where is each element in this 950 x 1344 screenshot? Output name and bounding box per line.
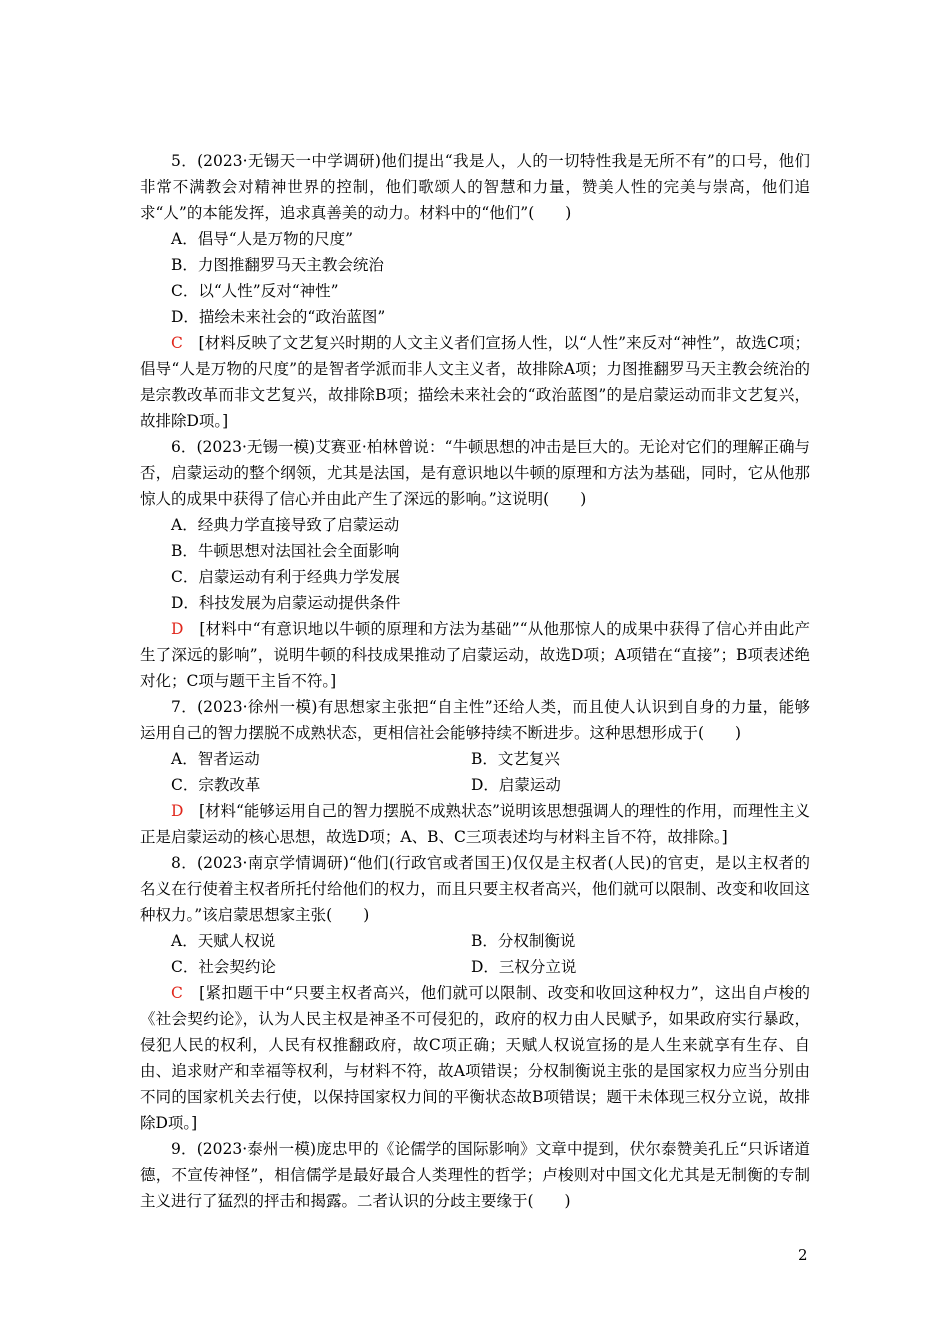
question-9-stem: 9．(2023·泰州一模)庞忠甲的《论儒学的国际影响》文章中提到，伏尔泰赞美孔丘“只诉诸道德，不宣传神怪”，相信儒学是最好最合人类理性的哲学；卢梭则对中国文化尤其是无制衡的专制主义进行了猛烈的抨击和揭露。二者认识的分歧主要缘于( ) (140, 1140, 810, 1210)
question-7-option-b: B．文艺复兴 (471, 750, 560, 768)
question-8-stem: 8．(2023·南京学情调研)“他们(行政官或者国王)仅仅是主权者(人民)的官吏，是以主权者的名义在行使着主权者所托付给他们的权力，而且只要主权者高兴，他们就可以限制、改变和收回这种权力。”该启蒙思想家主张( ) (140, 854, 810, 924)
question-8-answer-block (140, 980, 810, 1136)
question-6-option-c: C．启蒙运动有利于经典力学发展 (171, 568, 400, 586)
question-7-option-c: C．宗教改革 (171, 776, 261, 794)
question-7-answer: D (171, 802, 184, 820)
question-7-option-a: A．智者运动 (171, 750, 260, 768)
question-8-option-d: D．三权分立说 (471, 958, 577, 976)
question-6-answer-block (140, 616, 810, 694)
question-7-answer-block (140, 798, 810, 850)
question-5-answer: C (171, 334, 183, 352)
question-7-explanation: [材料“能够运用自己的智力摆脱不成熟状态”说明该思想强调人的理性的作用，而理性主义正是启蒙运动的核心思想，故选D项；A、B、C三项表述均与材料主旨不符，故排除。] (140, 802, 810, 846)
question-7-stem: 7．(2023·徐州一模)有思想家主张把“自主性”还给人类，而且使人认识到自身的力量，能够运用自己的智力摆脱不成熟状态，更相信社会能够持续不断进步。这种思想形成于( ) (140, 698, 810, 742)
question-5-stem: 5．(2023·无锡天一中学调研)他们提出“我是人，人的一切特性我是无所不有”的口号，他们非常不满教会对精神世界的控制，他们歌颂人的智慧和力量，赞美人性的完美与崇高，他们追求“人”的本能发挥，追求真善美的动力。材料中的“他们”( ) (140, 152, 810, 222)
question-8-options-row-1 (140, 928, 810, 954)
question-7-options-row-2 (140, 772, 810, 798)
page-number: 2 (798, 1246, 808, 1264)
question-8-answer: C (171, 984, 183, 1002)
question-8-explanation: [紧扣题干中“只要主权者高兴，他们就可以限制、改变和收回这种权力”，这出自卢梭的《社会契约论》，认为人民主权是神圣不可侵犯的，政府的权力由人民赋予，如果政府实行暴政，侵犯人民的权利，人民有权推翻政府，故C项正确；天赋人权说宣扬的是人生来就享有生存、自由、追求财产和幸福等权利，与材料不符，故A项错误；分权制衡说主张的是国家权力应当分别由不同的国家机关去行使，以保持国家权力间的平衡状态故B项错误；题干未体现三权分立说，故排除D项。] (140, 984, 810, 1132)
question-8-option-b: B．分权制衡说 (471, 932, 576, 950)
question-6-answer: D (171, 620, 184, 638)
question-7-option-d: D．启蒙运动 (471, 776, 561, 794)
question-5-option-d: D．描绘未来社会的“政治蓝图” (171, 308, 386, 326)
question-8-option-c: C．社会契约论 (171, 958, 276, 976)
page-content (140, 148, 810, 1214)
question-6-option-a: A．经典力学直接导致了启蒙运动 (171, 516, 400, 534)
question-5-option-b: B．力图推翻罗马天主教会统治 (171, 256, 384, 274)
question-5-explanation: [材料反映了文艺复兴时期的人文主义者们宣扬人性，以“人性”来反对“神性”，故选C项；倡导“人是万物的尺度”的是智者学派而非人文主义者，故排除A项；力图推翻罗马天主教会统治的是宗教改革而非文艺复兴，故排除B项；描绘未来社会的“政治蓝图”的是启蒙运动而非文艺复兴，故排除D项。] (140, 334, 810, 430)
question-8-options-row-2 (140, 954, 810, 980)
question-5-option-a: A．倡导“人是万物的尺度” (171, 230, 354, 248)
question-6-option-b: B．牛顿思想对法国社会全面影响 (171, 542, 400, 560)
question-6-explanation: [材料中“有意识地以牛顿的原理和方法为基础”“从他那惊人的成果中获得了信心并由此产生了深远的影响”，说明牛顿的科技成果推动了启蒙运动，故选D项；A项错在“直接”；B项表述绝对化；C项与题干主旨不符。] (140, 620, 810, 690)
question-7-options-row-1 (140, 746, 810, 772)
question-5-option-c: C．以“人性”反对“神性” (171, 282, 339, 300)
question-6-stem: 6．(2023·无锡一模)艾赛亚·柏林曾说：“牛顿思想的冲击是巨大的。无论对它们的理解正确与否，启蒙运动的整个纲领，尤其是法国，是有意识地以牛顿的原理和方法为基础，同时，它从他那惊人的成果中获得了信心并由此产生了深远的影响。”这说明( ) (140, 438, 810, 508)
question-8-option-a: A．天赋人权说 (171, 932, 276, 950)
question-6-option-d: D．科技发展为启蒙运动提供条件 (171, 594, 401, 612)
question-5-answer-block (140, 330, 810, 434)
